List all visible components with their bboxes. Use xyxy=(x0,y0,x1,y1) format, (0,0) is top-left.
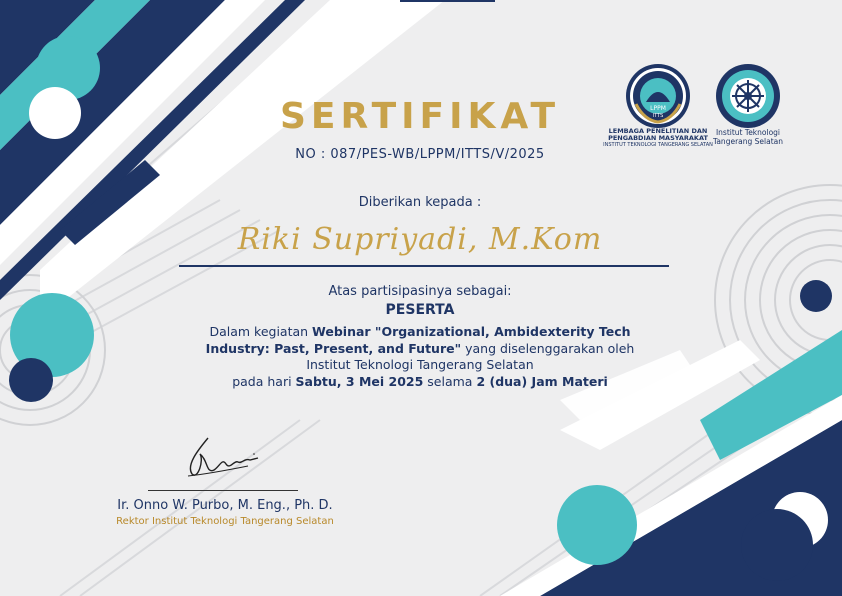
recipient-name: Riki Supriyadi, M.Kom xyxy=(237,222,603,257)
role-intro: Atas partisipasinya sebagai: xyxy=(328,284,512,299)
role: PESERTA xyxy=(385,302,455,318)
organizer: Institut Teknologi Tangerang Selatan xyxy=(306,357,534,372)
itts-caption-line2: Tangerang Selatan xyxy=(713,137,783,146)
lppm-logo xyxy=(624,62,692,130)
event-title-part1: Webinar "Organizational, Ambidexterity Tech xyxy=(312,324,631,339)
lppm-caption-main: LEMBAGA PENELITIAN DAN PENGABDIAN MASYARAKAT xyxy=(608,127,708,142)
event-title-part2: Industry: Past, Present, and Future" xyxy=(205,341,462,356)
line1-pre: Dalam kegiatan xyxy=(209,324,313,339)
signature-line xyxy=(148,490,298,491)
svg-text:ITTS: ITTS xyxy=(652,113,664,119)
itts-logo xyxy=(714,62,782,130)
description-line-2 xyxy=(170,341,670,356)
line2-post: yang diselenggarakan oleh xyxy=(461,341,635,356)
event-duration: 2 (dua) Jam Materi xyxy=(476,374,608,389)
svg-text:LPPM: LPPM xyxy=(650,105,666,112)
event-date: Sabtu, 3 Mei 2025 xyxy=(295,374,424,389)
given-to-label: Diberikan kepada : xyxy=(358,195,482,210)
itts-caption xyxy=(700,128,796,146)
lppm-caption-sub: INSTITUT TEKNOLOGI TANGERANG SELATAN xyxy=(603,142,713,148)
signer-title: Rektor Institut Teknologi Tangerang Selatan xyxy=(116,516,334,527)
itts-caption-line1: Institut Teknologi xyxy=(715,128,781,137)
line4-mid: selama xyxy=(423,374,477,389)
name-underline xyxy=(179,265,669,267)
description-line-1 xyxy=(170,324,670,339)
certificate-title: SERTIFIKAT xyxy=(279,96,561,137)
signer-name: Ir. Onno W. Purbo, M. Eng., Ph. D. xyxy=(117,498,333,513)
description-line-4 xyxy=(170,374,670,389)
line4-pre: pada hari xyxy=(232,374,296,389)
certificate-number: NO : 087/PES-WB/LPPM/ITTS/V/2025 xyxy=(295,147,545,162)
signature-image xyxy=(178,430,278,490)
